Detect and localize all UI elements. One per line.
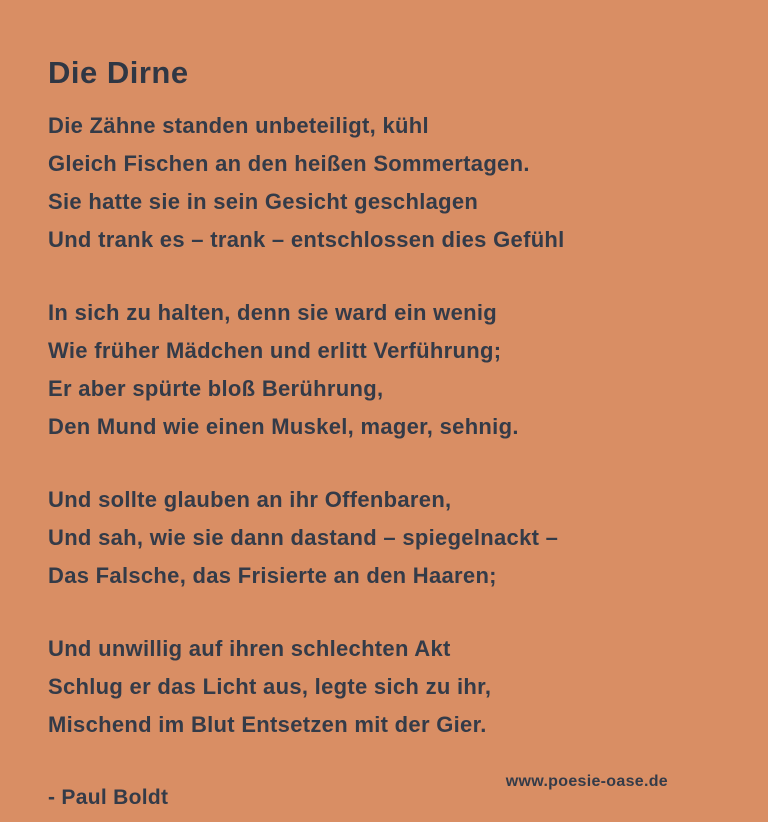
poem-stanza: [48, 630, 720, 744]
poem-line: Das Falsche, das Frisierte an den Haaren;: [48, 563, 497, 588]
poem-line: Und unwillig auf ihren schlechten Akt: [48, 636, 451, 661]
poem-line: Und sah, wie sie dann dastand – spiegelnackt –: [48, 525, 559, 550]
poem-stanza: [48, 481, 720, 595]
poem-line: Den Mund wie einen Muskel, mager, sehnig.: [48, 414, 519, 439]
poem-line: Er aber spürte bloß Berührung,: [48, 376, 384, 401]
poem-line: Und trank es – trank – entschlossen dies Gefühl: [48, 227, 565, 252]
poem-stanza: [48, 107, 720, 259]
poem-line: Schlug er das Licht aus, legte sich zu ihr,: [48, 674, 492, 699]
author-signature: - Paul Boldt: [48, 786, 169, 809]
poem-line: In sich zu halten, denn sie ward ein wenig: [48, 300, 498, 325]
website-url: www.poesie-oase.de: [505, 773, 668, 790]
poem-line: Gleich Fischen an den heißen Sommertagen.: [48, 151, 530, 176]
poem-line: Und sollte glauben an ihr Offenbaren,: [48, 487, 452, 512]
poem-line: Wie früher Mädchen und erlitt Verführung;: [48, 338, 502, 363]
poem-line: Die Zähne standen unbeteiligt, kühl: [48, 113, 429, 138]
poem-line: Mischend im Blut Entsetzen mit der Gier.: [48, 712, 487, 737]
poem-stanza: [48, 294, 720, 446]
poem-line: Sie hatte sie in sein Gesicht geschlagen: [48, 189, 479, 214]
page-title: Die Dirne: [48, 55, 189, 90]
